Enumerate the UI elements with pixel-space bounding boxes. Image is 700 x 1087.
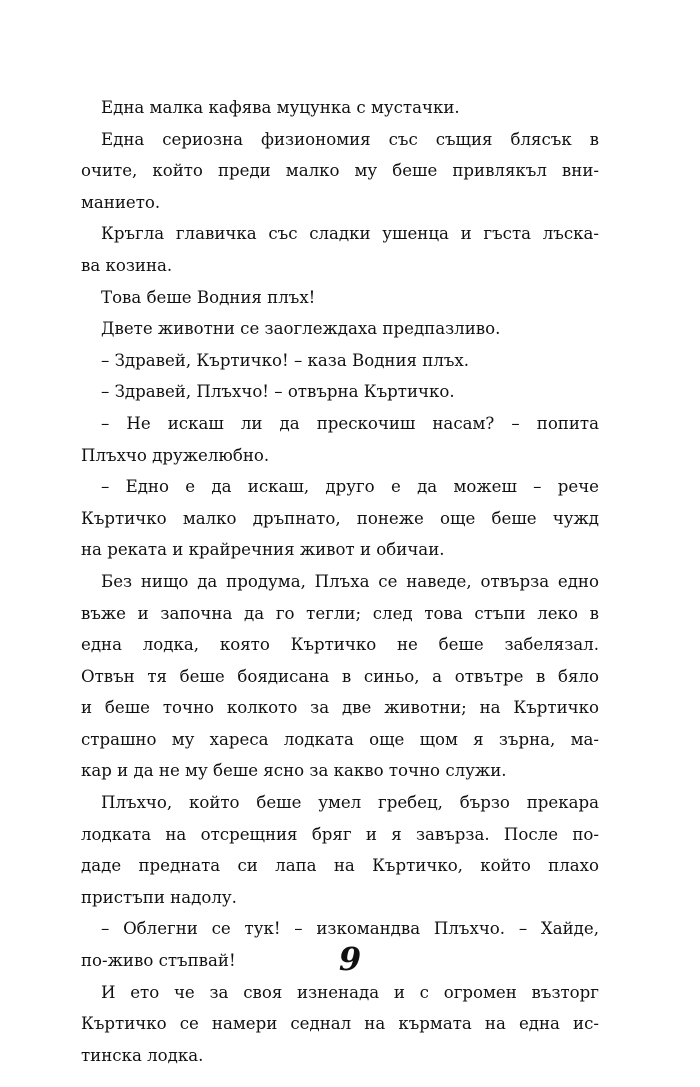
text-line: Една малка кафява муцунка с мустачки. bbox=[101, 98, 460, 117]
text-line: Двете животни се заоглеждаха предпазливо. bbox=[101, 319, 501, 339]
text-line: страшно му хареса лодката още щом я зърна, ма- bbox=[81, 729, 599, 749]
text-line: на реката и крайречния живот и обичаи. bbox=[81, 540, 445, 560]
text-line: очите, който преди малко му беше привлякъл вни- bbox=[81, 161, 599, 181]
text-line: Една сериозна физиономия със същия блясък в bbox=[101, 129, 599, 149]
text-line: – Здравей, Плъхчо! – отвърна Къртичко. bbox=[101, 382, 455, 402]
text-line: кар и да не му беше ясно за какво точно служи. bbox=[81, 761, 507, 781]
text-line: Къртичко се намери седнал на кърмата на една ис- bbox=[81, 1014, 599, 1034]
text-line: и беше точно колкото за две животни; на Къртичко bbox=[81, 698, 599, 718]
text-line: лодката на отсрещния бряг и я завърза. После по- bbox=[81, 824, 599, 844]
text-line: – Облегни се тук! – изкомандва Плъхчо. – Хайде, bbox=[101, 919, 599, 939]
text-line: Кръгла главичка със сладки ушенца и гъста лъска- bbox=[101, 224, 599, 244]
text-line: – Здравей, Къртичко! – каза Водния плъх. bbox=[101, 350, 470, 370]
text-line: тинска лодка. bbox=[81, 1045, 204, 1065]
text-line: въже и започна да го тегли; след това стъпи леко в bbox=[81, 603, 599, 623]
text-line: пристъпи надолу. bbox=[81, 887, 237, 907]
text-line: Плъхчо дружелюбно. bbox=[81, 445, 270, 465]
page-text bbox=[81, 92, 599, 1071]
text-line: Къртичко малко дръпнато, понеже още беше чужд bbox=[81, 508, 599, 528]
text-line: Това беше Водния плъх! bbox=[101, 287, 316, 307]
text-line: даде предната си лапа на Къртичко, който плахо bbox=[81, 856, 599, 876]
page-number: 9 bbox=[338, 940, 362, 978]
text-line: Без нищо да продума, Плъха се наведе, отвърза едно bbox=[101, 571, 599, 591]
text-line: Плъхчо, който беше умел гребец, бързо прекара bbox=[101, 793, 599, 813]
text-line: ва козина. bbox=[81, 255, 173, 275]
text-line: – Едно е да искаш, друго е да можеш – рече bbox=[101, 477, 599, 497]
text-line: И ето че за своя изненада и с огромен възторг bbox=[101, 982, 599, 1002]
text-line: една лодка, която Къртичко не беше забелязал. bbox=[81, 635, 599, 655]
text-line: манието. bbox=[81, 192, 161, 212]
text-line: – Не искаш ли да прескочиш насам? – попита bbox=[101, 413, 599, 433]
text-line: Отвън тя беше боядисана в синьо, а отвътре в бяло bbox=[81, 666, 599, 686]
text-line: по-живо стъпвай! bbox=[81, 951, 236, 971]
